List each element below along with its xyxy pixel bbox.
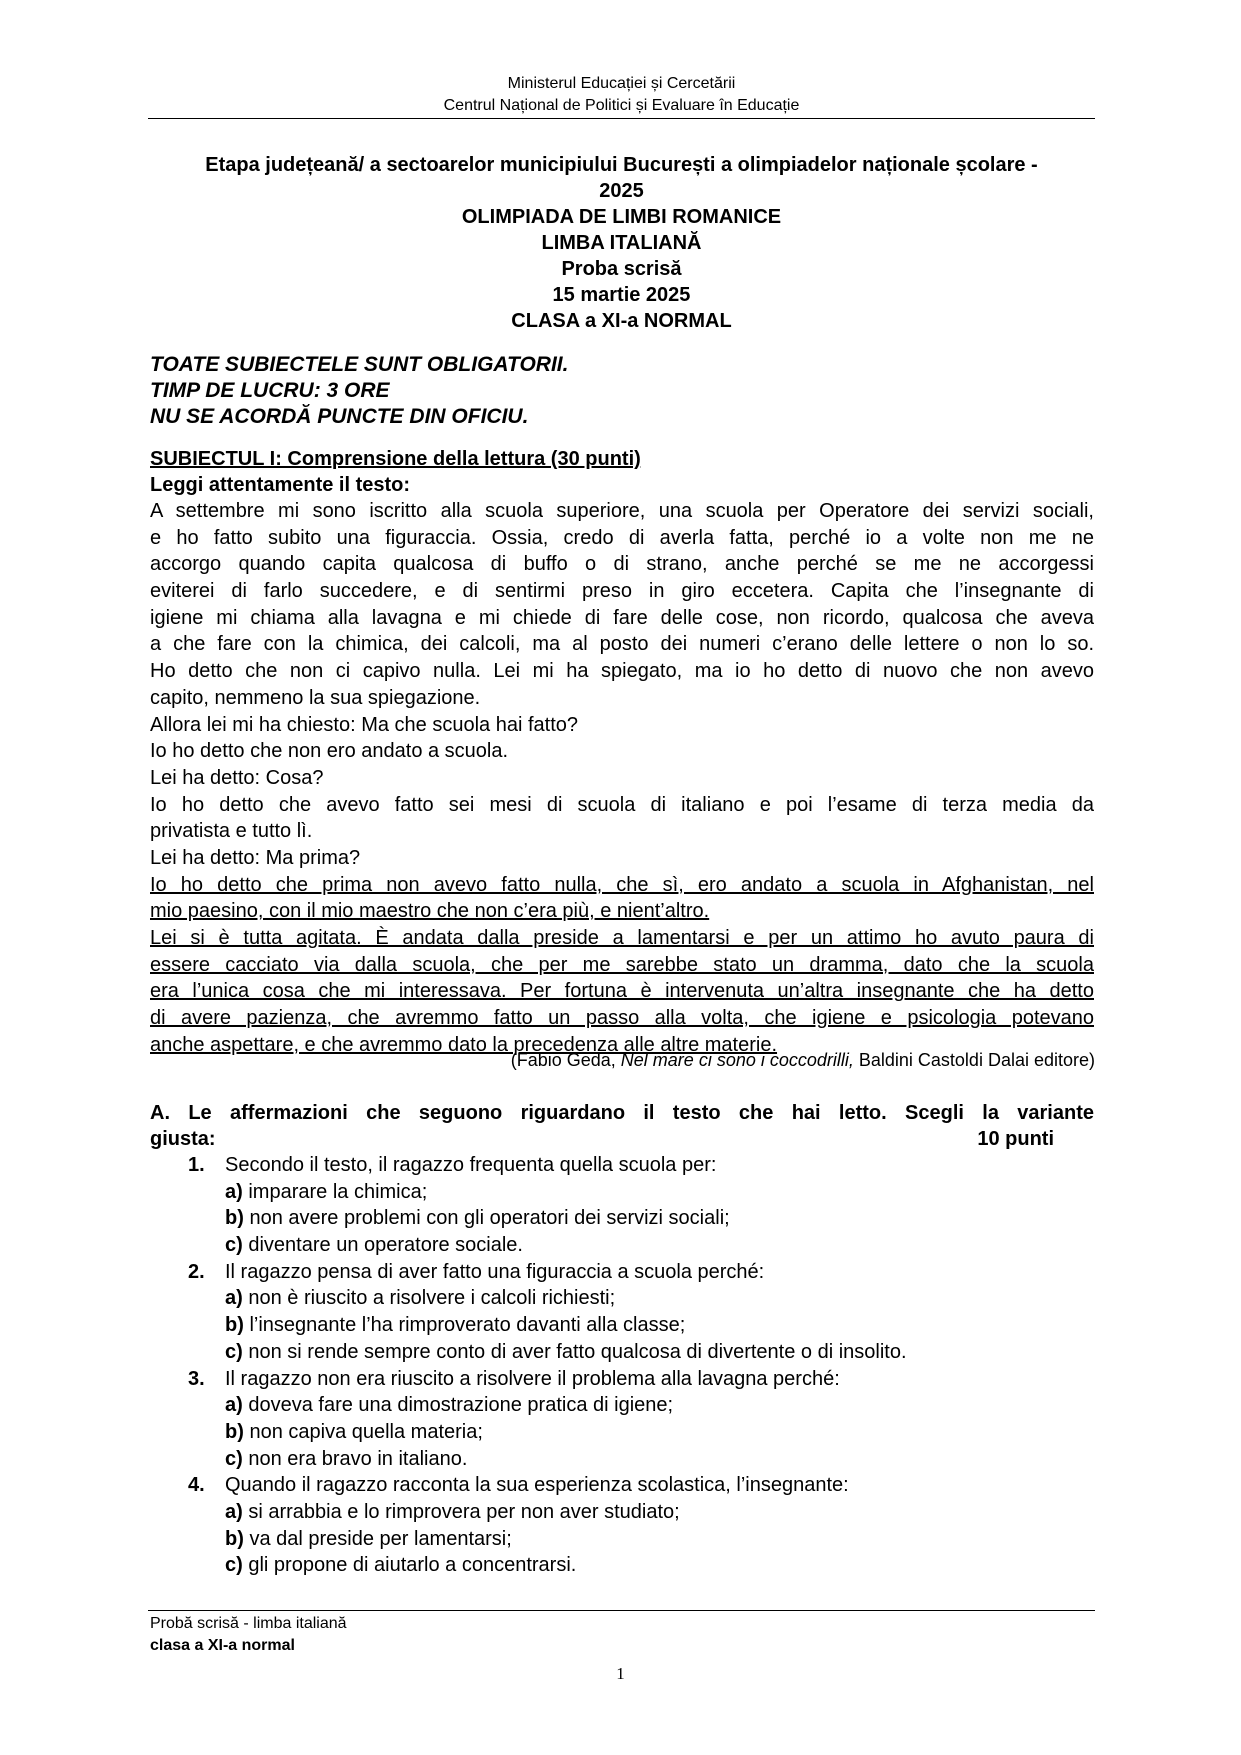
option-text: non era bravo in italiano.	[248, 1447, 468, 1470]
option-text: non avere problemi con gli operatori dei servizi sociali;	[249, 1207, 730, 1230]
option-text: non si rende sempre conto di aver fatto qualcosa di divertente o di insolito.	[248, 1340, 907, 1363]
passage-line: A settembre mi sono iscritto alla scuola superiore, una scuola per Operatore dei servizi sociali,	[150, 500, 1094, 522]
instructions-block	[150, 352, 568, 430]
passage-line: igiene mi chiama alla lavagna e mi chiede di fare delle cose, non ricordo, qualcosa che aveva	[150, 606, 1094, 629]
title-olympiad: OLIMPIADA DE LIMBI ROMANICE	[461, 206, 782, 228]
option-text: non è riuscito a risolvere i calcoli richiesti;	[248, 1287, 616, 1310]
option-letter: c)	[225, 1234, 243, 1257]
option-text: gli propone di aiutarlo a concentrarsi.	[248, 1554, 577, 1577]
question-text: Il ragazzo non era riuscito a risolvere il problema alla lavagna perché:	[225, 1367, 840, 1390]
passage-source	[511, 1048, 1095, 1072]
option-letter: c)	[225, 1554, 243, 1577]
section-a-line-1: A. Le affermazioni che seguono riguardano il testo che hai letto. Scegli la variante	[150, 1102, 1094, 1124]
title-date: 15 martie 2025	[552, 284, 691, 306]
passage-line: Io ho detto che avevo fatto sei mesi di scuola di italiano e poi l’esame di terza media da	[150, 793, 1094, 816]
option-text: doveva fare una dimostrazione pratica di igiene;	[248, 1394, 674, 1417]
subject-1-title: SUBIECTUL I: Comprensione della lettura (30 punti)	[150, 448, 641, 470]
question-text: Il ragazzo pensa di aver fatto una figuraccia a scuola perché:	[225, 1260, 765, 1283]
option-letter: b)	[225, 1527, 244, 1550]
title-year: 2025	[599, 180, 644, 202]
passage-line: e ho fatto subito una figuraccia. Ossia, credo di averla fatta, perché io a volte non me ne	[150, 526, 1094, 549]
header-divider	[148, 118, 1095, 119]
passage-line: accorgo quando capita qualcosa di buffo o di strano, anche perché se me ne accorgessi	[150, 553, 1094, 576]
passage-line-underlined: Lei si è tutta agitata. È andata dalla preside a lamentarsi e per un attimo ho avuto paura di	[150, 927, 1094, 949]
passage-line: eviterei di farlo succedere, e di sentirmi preso in giro eccetera. Capita che l’insegnante di	[150, 580, 1094, 603]
option-text: diventare un operatore sociale.	[248, 1234, 523, 1257]
option-text: si arrabbia e lo rimprovera per non aver studiato;	[248, 1500, 680, 1523]
passage-line: Lei ha detto: Cosa?	[150, 766, 324, 789]
passage-line: privatista e tutto lì.	[150, 820, 313, 843]
option-text: l’insegnante l’ha rimproverato davanti alla classe;	[249, 1314, 686, 1337]
exam-title-block	[148, 152, 1095, 334]
title-test-type: Proba scrisă	[561, 258, 682, 280]
section-a-heading	[150, 1100, 1094, 1152]
title-stage: Etapa județeană/ a sectoarelor municipiului București a olimpiadelor naționale școlare -	[205, 154, 1038, 176]
title-language: LIMBA ITALIANĂ	[541, 232, 702, 254]
option-letter: a)	[225, 1394, 243, 1417]
source-author: (Fabio Geda,	[510, 1050, 621, 1070]
passage-line-underlined: di avere pazienza, che avremmo fatto un passo alla volta, che igiene e psicologia potevano	[150, 1007, 1094, 1030]
question-number: 4.	[188, 1474, 205, 1497]
section-a-label: giusta:	[150, 1128, 216, 1150]
passage-line: Allora lei mi ha chiesto: Ma che scuola hai fatto?	[150, 713, 578, 736]
question-number: 2.	[188, 1260, 205, 1283]
question-number: 3.	[188, 1367, 205, 1390]
passage-line: Lei ha detto: Ma prima?	[150, 846, 361, 869]
option-letter: b)	[225, 1420, 244, 1443]
passage-line: Io ho detto che non ero andato a scuola.	[150, 740, 509, 763]
passage-line: capito, nemmeno la sua spiegazione.	[150, 686, 481, 709]
passage-line: a che fare con la chimica, dei calcoli, ma al posto dei numeri c’erano delle lettere o non lo so.	[150, 633, 1094, 656]
title-class: CLASA a XI-a NORMAL	[511, 310, 732, 332]
option-letter: a)	[225, 1180, 243, 1203]
source-publisher: Baldini Castoldi Dalai editore)	[853, 1050, 1095, 1070]
passage-line-underlined: anche aspettare, e che avremmo dato la precedenza alle altre materie.	[150, 1033, 778, 1056]
reading-passage	[150, 498, 1094, 1058]
option-text: non capiva quella materia;	[249, 1420, 483, 1443]
option-text: imparare la chimica;	[248, 1180, 428, 1203]
footer-test-name: Probă scrisă - limba italiană	[150, 1615, 347, 1632]
source-book-title: Nel mare ci sono i coccodrilli,	[620, 1050, 854, 1070]
instruction-time: TIMP DE LUCRU: 3 ORE	[150, 379, 390, 402]
option-letter: b)	[225, 1314, 244, 1337]
section-a-points: 10 punti	[977, 1128, 1054, 1150]
option-letter: b)	[225, 1207, 244, 1230]
footer-divider	[148, 1610, 1095, 1611]
question-text: Secondo il testo, il ragazzo frequenta quella scuola per:	[225, 1154, 717, 1176]
passage-line: Ho detto che non ci capivo nulla. Lei mi ha spiegato, ma io ho detto di nuovo che non avevo	[150, 660, 1094, 683]
passage-line-underlined: essere cacciato via dalla scuola, che per me sarebbe stato un dramma, dato che la scuola	[150, 953, 1094, 976]
passage-line-underlined: era l’unica cosa che mi interessava. Per fortuna è intervenuta un’altra insegnante che ha detto	[150, 980, 1094, 1003]
footer-class: clasa a XI-a normal	[150, 1637, 295, 1654]
option-letter: a)	[225, 1287, 243, 1310]
question-number: 1.	[188, 1154, 205, 1176]
passage-line-underlined: Io ho detto che prima non avevo fatto nulla, che sì, ero andato a scuola in Afghanistan, nel	[150, 873, 1094, 896]
page-number: 1	[616, 1664, 625, 1683]
question-text: Quando il ragazzo racconta la sua esperienza scolastica, l’insegnante:	[225, 1474, 849, 1497]
passage-line-underlined: mio paesino, con il mio maestro che non c’era più, e nient’altro.	[150, 900, 710, 923]
option-letter: c)	[225, 1447, 243, 1470]
subject-1-instruction: Leggi attentamente il testo:	[150, 474, 411, 496]
instruction-points: NU SE ACORDĂ PUNCTE DIN OFICIU.	[150, 405, 529, 428]
option-text: va dal preside per lamentarsi;	[249, 1527, 512, 1550]
section-a-line-2	[150, 1126, 1094, 1152]
instruction-mandatory: TOATE SUBIECTELE SUNT OBLIGATORII.	[150, 353, 569, 376]
option-letter: a)	[225, 1500, 243, 1523]
header-center: Centrul Național de Politici și Evaluare în Educație	[443, 97, 800, 114]
option-letter: c)	[225, 1340, 243, 1363]
header-ministry: Ministerul Educației și Cercetării	[507, 75, 736, 92]
